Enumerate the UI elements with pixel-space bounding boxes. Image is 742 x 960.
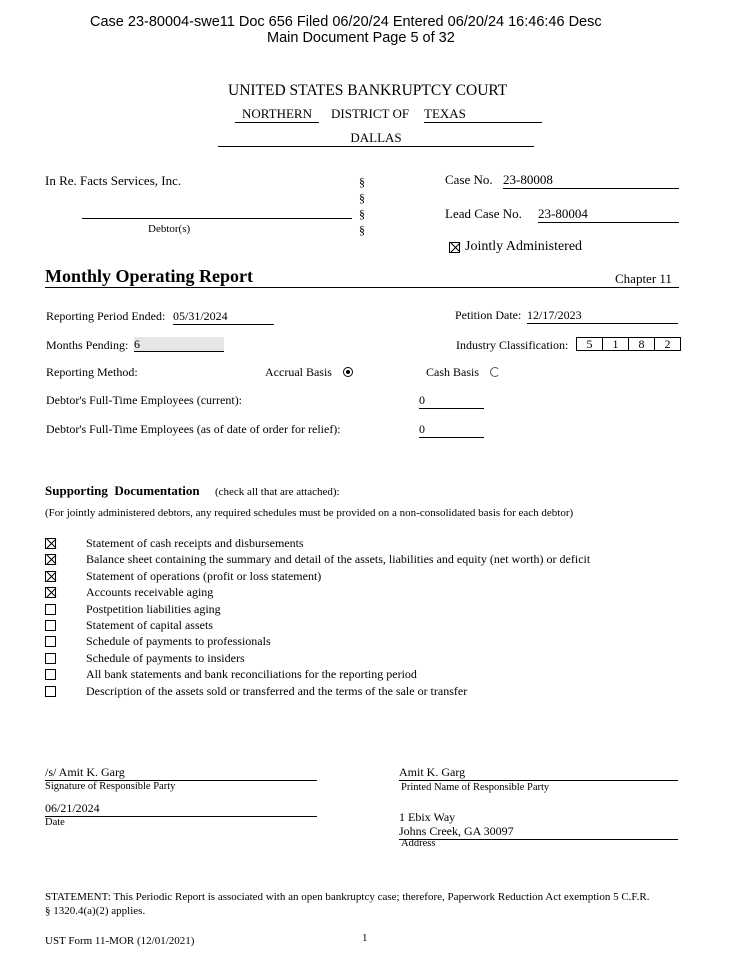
employees-current-value[interactable]: 0 (419, 393, 484, 409)
supporting-doc-checkbox[interactable] (45, 686, 56, 697)
ecf-header-line1: Case 23-80004-swe11 Doc 656 Filed 06/20/24 Entered 06/20/24 16:46:46 Desc (90, 14, 602, 30)
supporting-doc-label: Postpetition liabilities aging (86, 601, 221, 616)
district-state: TEXAS (424, 106, 542, 123)
printed-name-label: Printed Name of Responsible Party (401, 782, 550, 793)
in-re: In Re. Facts Services, Inc. (45, 173, 182, 188)
section-mark: § (359, 223, 365, 237)
cash-basis-label: Cash Basis (426, 365, 480, 379)
court-title: UNITED STATES BANKRUPTCY COURT (228, 82, 508, 99)
supporting-doc-label: Statement of operations (profit or loss statement) (86, 568, 322, 583)
district-label: DISTRICT OF (331, 106, 410, 121)
chapter-label: Chapter 11 (615, 271, 672, 286)
industry-label: Industry Classification: (456, 338, 569, 352)
address-line2[interactable]: Johns Creek, GA 30097 (399, 824, 678, 840)
printed-name-value[interactable]: Amit K. Garg (399, 765, 678, 781)
supporting-doc-label: Statement of cash receipts and disbursements (86, 536, 304, 550)
date-value[interactable]: 06/21/2024 (45, 801, 317, 817)
case-no-value: 23-80008 (503, 172, 679, 189)
employees-relief-label: Debtor's Full-Time Employees (as of date of order for relief): (46, 422, 341, 436)
lead-case-value: 23-80004 (538, 206, 679, 223)
form-id: UST Form 11-MOR (12/01/2021) (45, 935, 195, 947)
supporting-subtitle: (check all that are attached): (215, 486, 340, 498)
industry-digit: 8 (629, 338, 655, 350)
supporting-doc-checkbox[interactable] (45, 620, 56, 631)
address-label: Address (401, 838, 436, 849)
period-label: Reporting Period Ended: (46, 309, 166, 323)
supporting-title: Supporting Documentation (45, 483, 200, 498)
accrual-basis-label: Accrual Basis (265, 365, 332, 379)
accrual-basis-radio[interactable] (343, 367, 353, 377)
pra-statement: STATEMENT: This Periodic Report is associated with an open bankruptcy case; therefore, Paperwork Reduction Act exemption 5 C.F.R. (45, 891, 650, 903)
supporting-doc-checkbox[interactable] (45, 571, 56, 582)
supporting-doc-checkbox[interactable] (45, 653, 56, 664)
debtor-label: Debtor(s) (148, 223, 191, 235)
supporting-doc-checkbox[interactable] (45, 587, 56, 598)
period-value[interactable]: 05/31/2024 (173, 309, 274, 325)
supporting-doc-checkbox[interactable] (45, 669, 56, 680)
supporting-doc-label: Description of the assets sold or transferred and the terms of the sale or transfer (86, 683, 468, 698)
petition-value[interactable]: 12/17/2023 (527, 308, 678, 324)
supporting-doc-label: Schedule of payments to professionals (86, 634, 271, 649)
jointly-administered-label: Jointly Administered (465, 239, 583, 254)
section-mark: § (359, 191, 365, 205)
cash-basis-radio[interactable] (490, 367, 500, 377)
supporting-doc-label: Statement of capital assets (86, 618, 213, 632)
industry-code-boxes[interactable] (576, 337, 681, 351)
signature-value[interactable]: /s/ Amit K. Garg (45, 765, 317, 781)
employees-current-label: Debtor's Full-Time Employees (current): (46, 393, 243, 407)
ecf-header-line2: Main Document Page 5 of 32 (267, 30, 455, 46)
supporting-doc-label: Accounts receivable aging (86, 585, 214, 600)
supporting-doc-checkbox[interactable] (45, 554, 56, 565)
industry-digit: 5 (577, 338, 603, 350)
months-value[interactable]: 6 (134, 337, 224, 352)
supporting-doc-label: Schedule of payments to insiders (86, 650, 245, 665)
method-label: Reporting Method: (46, 365, 138, 379)
employees-relief-value[interactable]: 0 (419, 422, 484, 438)
pra-statement-cont: § 1320.4(a)(2) applies. (45, 905, 146, 917)
report-title: Monthly Operating Report (45, 266, 253, 286)
district-prefix: NORTHERN (235, 106, 319, 123)
date-label: Date (45, 817, 65, 828)
supporting-doc-checkbox[interactable] (45, 604, 56, 615)
lead-case-label: Lead Case No. (445, 206, 522, 221)
industry-digit: 2 (664, 337, 671, 351)
address-line1[interactable]: 1 Ebix Way (399, 810, 456, 824)
supporting-doc-label: All bank statements and bank reconciliations for the reporting period (86, 667, 417, 682)
title-rule (45, 287, 679, 288)
supporting-doc-checkbox[interactable] (45, 636, 56, 647)
petition-label: Petition Date: (455, 308, 522, 322)
section-mark: § (359, 175, 365, 189)
page-number: 1 (362, 932, 368, 944)
division: DALLAS (218, 130, 534, 147)
section-mark: § (359, 207, 365, 221)
signature-label: Signature of Responsible Party (45, 781, 176, 792)
supporting-doc-label: Balance sheet containing the summary and detail of the assets, liabilities and equity (net worth) or deficit (86, 552, 591, 567)
jointly-administered-checkbox[interactable] (449, 242, 460, 253)
months-label: Months Pending: (46, 338, 129, 352)
supporting-note: (For jointly administered debtors, any required schedules must be provided on a non-consolidated basis for each debtor) (45, 507, 574, 519)
industry-digit: 1 (603, 338, 629, 350)
case-no-label: Case No. (445, 172, 493, 187)
debtor-line (82, 218, 352, 219)
supporting-doc-checkbox[interactable] (45, 538, 56, 549)
